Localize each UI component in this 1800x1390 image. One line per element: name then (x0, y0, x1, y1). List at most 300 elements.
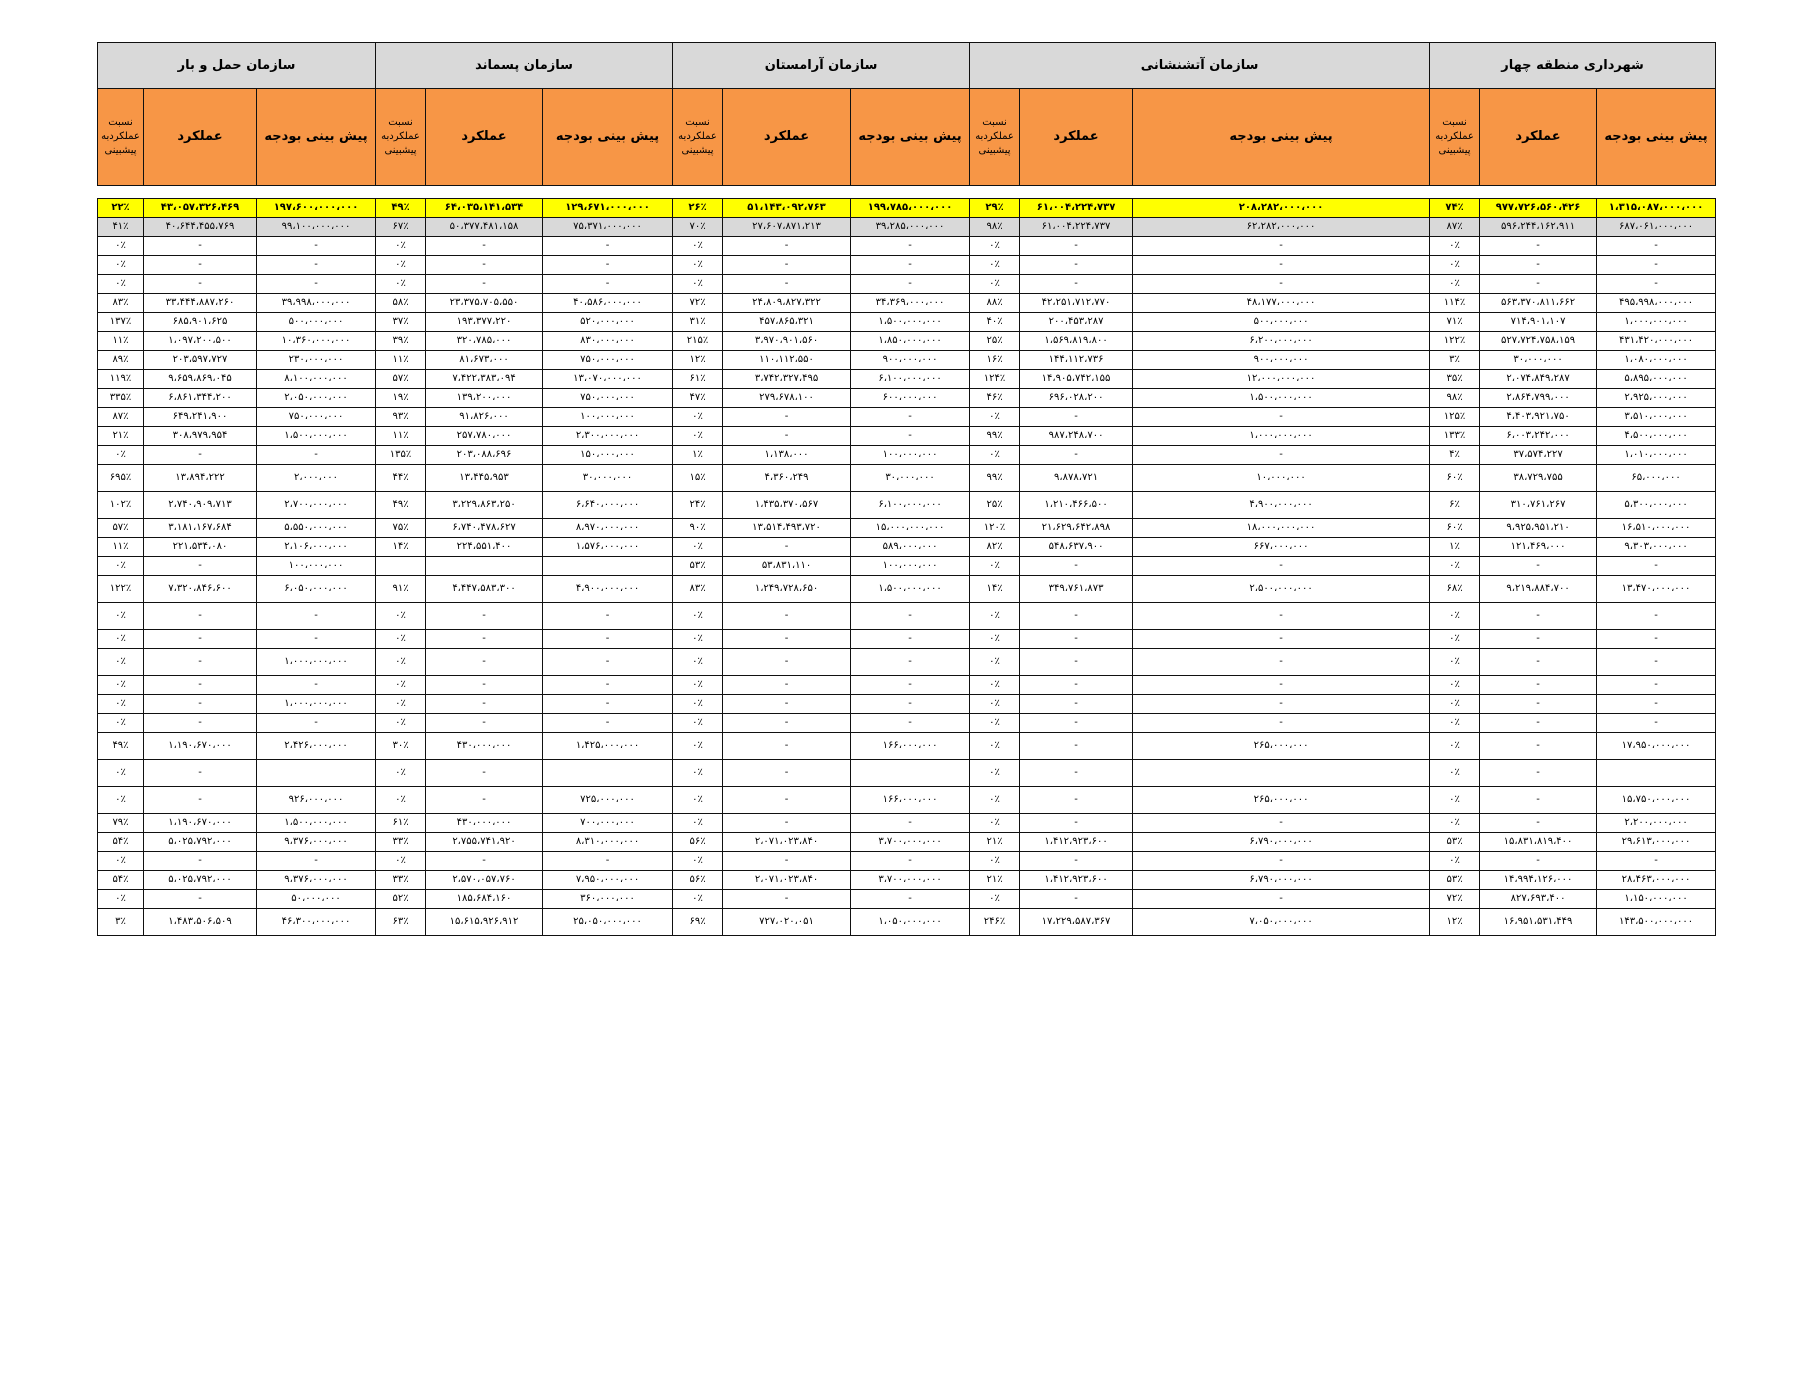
budget-cell: ۶،۱۰۰،۰۰۰،۰۰۰ (851, 370, 970, 389)
performance-cell: ۱۷،۲۲۹،۵۸۷،۳۶۷ (1020, 909, 1133, 936)
performance-cell: - (144, 630, 257, 649)
performance-cell: - (1020, 814, 1133, 833)
ratio-cell: ۰٪ (1430, 695, 1480, 714)
performance-cell: ۱۵،۶۱۵،۹۲۶،۹۱۲ (426, 909, 543, 936)
performance-cell: - (1020, 733, 1133, 760)
ratio-cell: ۰٪ (673, 427, 723, 446)
ratio-cell: ۰٪ (970, 733, 1020, 760)
ratio-cell: ۰٪ (376, 695, 426, 714)
ratio-cell: ۰٪ (970, 852, 1020, 871)
budget-cell: - (543, 603, 673, 630)
budget-cell: ۱،۰۰۰،۰۰۰،۰۰۰ (257, 649, 376, 676)
ratio-cell: ۰٪ (98, 714, 144, 733)
budget-cell: - (1133, 649, 1430, 676)
ratio-cell: ۰٪ (1430, 733, 1480, 760)
performance-cell: - (723, 814, 851, 833)
budget-cell: ۲۶۵،۰۰۰،۰۰۰ (1133, 787, 1430, 814)
budget-header: پیش بینی بودجه (543, 89, 673, 186)
ratio-cell: ۵۸٪ (376, 294, 426, 313)
ratio-cell: ۲۴۶٪ (970, 909, 1020, 936)
budget-cell: - (1597, 695, 1716, 714)
budget-cell: ۹،۳۷۶،۰۰۰،۰۰۰ (257, 833, 376, 852)
budget-cell: ۱،۳۱۵،۰۸۷،۰۰۰،۰۰۰ (1597, 199, 1716, 218)
performance-cell: ۱،۱۹۰،۶۷۰،۰۰۰ (144, 814, 257, 833)
performance-cell: ۳،۲۲۹،۸۶۳،۲۵۰ (426, 492, 543, 519)
ratio-cell: ۰٪ (970, 446, 1020, 465)
ratio-cell: ۰٪ (98, 649, 144, 676)
table-row (98, 649, 1716, 676)
table-row (98, 714, 1716, 733)
ratio-cell: ۳٪ (1430, 351, 1480, 370)
ratio-cell: ۰٪ (98, 760, 144, 787)
performance-cell (426, 557, 543, 576)
budget-cell: - (1597, 714, 1716, 733)
ratio-cell: ۹۸٪ (1430, 389, 1480, 408)
performance-cell: ۹،۹۲۵،۹۵۱،۲۱۰ (1480, 519, 1597, 538)
performance-cell: ۱،۴۳۵،۳۷۰،۵۶۷ (723, 492, 851, 519)
ratio-cell: ۰٪ (970, 408, 1020, 427)
ratio-cell: ۰٪ (98, 676, 144, 695)
performance-cell: ۴،۴۰۳،۹۲۱،۷۵۰ (1480, 408, 1597, 427)
budget-cell: ۳۰،۰۰۰،۰۰۰ (543, 465, 673, 492)
budget-cell: ۱،۰۰۰،۰۰۰،۰۰۰ (1597, 313, 1716, 332)
performance-cell: ۷،۴۲۲،۳۸۳،۰۹۴ (426, 370, 543, 389)
performance-cell: ۴۵۷،۸۶۵،۳۲۱ (723, 313, 851, 332)
performance-cell: - (723, 427, 851, 446)
ratio-cell: ۰٪ (673, 890, 723, 909)
table-row (98, 408, 1716, 427)
budget-cell: - (851, 256, 970, 275)
budget-cell: ۱،۵۰۰،۰۰۰،۰۰۰ (851, 313, 970, 332)
ratio-cell: ۰٪ (1430, 649, 1480, 676)
performance-cell: ۱۳۹،۲۰۰،۰۰۰ (426, 389, 543, 408)
performance-header: عملکرد (1020, 89, 1133, 186)
ratio-cell: ۰٪ (970, 714, 1020, 733)
ratio-cell: ۱۰۲٪ (98, 492, 144, 519)
budget-cell: ۸،۹۷۰،۰۰۰،۰۰۰ (543, 519, 673, 538)
table-row (98, 351, 1716, 370)
performance-cell: - (1020, 695, 1133, 714)
budget-cell: ۶۰۰،۰۰۰،۰۰۰ (851, 389, 970, 408)
budget-cell: ۲،۰۵۰،۰۰۰،۰۰۰ (257, 389, 376, 408)
ratio-cell: ۱۱٪ (98, 332, 144, 351)
performance-cell: ۷،۳۲۰،۸۴۶،۶۰۰ (144, 576, 257, 603)
performance-cell: ۲۰۳،۵۹۷،۷۲۷ (144, 351, 257, 370)
performance-cell: ۸۱،۶۷۳،۰۰۰ (426, 351, 543, 370)
budget-cell: ۳۹،۲۸۵،۰۰۰،۰۰۰ (851, 218, 970, 237)
budget-cell: ۱،۰۰۰،۰۰۰،۰۰۰ (1133, 427, 1430, 446)
budget-cell: ۳۰،۰۰۰،۰۰۰ (851, 465, 970, 492)
ratio-cell: ۱۱۹٪ (98, 370, 144, 389)
ratio-cell: ۲۲٪ (98, 199, 144, 218)
performance-cell: - (144, 446, 257, 465)
ratio-cell: ۰٪ (673, 733, 723, 760)
performance-cell: ۳۸،۷۲۹،۷۵۵ (1480, 465, 1597, 492)
ratio-cell: ۵۷٪ (376, 370, 426, 389)
performance-cell: - (723, 237, 851, 256)
budget-cell: ۱۵،۷۵۰،۰۰۰،۰۰۰ (1597, 787, 1716, 814)
performance-cell: ۶،۷۴۰،۴۷۸،۶۲۷ (426, 519, 543, 538)
performance-cell: - (1020, 676, 1133, 695)
performance-cell: ۳۳،۴۴۴،۸۸۷،۲۶۰ (144, 294, 257, 313)
ratio-cell: ۷۲٪ (1430, 890, 1480, 909)
budget-header: پیش بینی بودجه (1133, 89, 1430, 186)
ratio-cell: ۰٪ (376, 275, 426, 294)
performance-cell: - (723, 676, 851, 695)
performance-cell: ۶۱،۰۰۴،۲۲۴،۷۳۷ (1020, 199, 1133, 218)
table-row (98, 603, 1716, 630)
performance-cell: - (144, 649, 257, 676)
budget-cell: ۷۵۰،۰۰۰،۰۰۰ (257, 408, 376, 427)
budget-cell: ۲۰۸،۲۸۲،۰۰۰،۰۰۰ (1133, 199, 1430, 218)
performance-cell: ۶۹۶،۰۲۸،۲۰۰ (1020, 389, 1133, 408)
performance-cell: - (1480, 630, 1597, 649)
budget-cell: ۶،۷۹۰،۰۰۰،۰۰۰ (1133, 871, 1430, 890)
ratio-cell: ۶۰٪ (1430, 519, 1480, 538)
performance-cell: ۲۴،۸۰۹،۸۲۷،۳۲۲ (723, 294, 851, 313)
budget-cell: ۱،۵۷۶،۰۰۰،۰۰۰ (543, 538, 673, 557)
ratio-cell: ۷۴٪ (1430, 199, 1480, 218)
table-row (98, 852, 1716, 871)
table-row (98, 465, 1716, 492)
performance-cell: ۷۲۷،۰۲۰،۰۵۱ (723, 909, 851, 936)
ratio-cell: ۰٪ (1430, 760, 1480, 787)
budget-cell (1133, 760, 1430, 787)
table-row (98, 256, 1716, 275)
performance-cell: ۴۰،۶۴۴،۴۵۵،۷۶۹ (144, 218, 257, 237)
performance-cell: - (144, 787, 257, 814)
performance-cell: - (426, 852, 543, 871)
ratio-cell: ۱۲۲٪ (98, 576, 144, 603)
ratio-cell: ۹۹٪ (970, 427, 1020, 446)
budget-cell: - (1597, 852, 1716, 871)
budget-cell: ۱،۰۱۰،۰۰۰،۰۰۰ (1597, 446, 1716, 465)
performance-cell: ۱۹۳،۳۷۷،۲۲۰ (426, 313, 543, 332)
table-row (98, 332, 1716, 351)
ratio-cell: ۵۲٪ (376, 890, 426, 909)
ratio-cell: ۰٪ (98, 852, 144, 871)
ratio-cell: ۴۷٪ (673, 389, 723, 408)
performance-cell: - (1020, 237, 1133, 256)
ratio-cell: ۱۲۰٪ (970, 519, 1020, 538)
ratio-cell: ۴۱٪ (98, 218, 144, 237)
ratio-cell: ۴۶٪ (970, 389, 1020, 408)
performance-cell: ۶۴۹،۲۴۱،۹۰۰ (144, 408, 257, 427)
budget-cell: - (257, 676, 376, 695)
budget-cell: ۱،۰۰۰،۰۰۰،۰۰۰ (257, 695, 376, 714)
ratio-cell: ۱۶٪ (970, 351, 1020, 370)
budget-cell: - (257, 603, 376, 630)
performance-cell: ۱۳،۸۹۴،۲۲۲ (144, 465, 257, 492)
ratio-cell: ۳۵٪ (1430, 370, 1480, 389)
table-row (98, 519, 1716, 538)
budget-cell: ۶،۶۴۰،۰۰۰،۰۰۰ (543, 492, 673, 519)
performance-cell: - (1480, 852, 1597, 871)
performance-cell: - (1480, 557, 1597, 576)
budget-cell: ۴۶،۳۰۰،۰۰۰،۰۰۰ (257, 909, 376, 936)
budget-cell: - (1597, 630, 1716, 649)
budget-cell: - (543, 714, 673, 733)
performance-cell: ۱۸۵،۶۸۴،۱۶۰ (426, 890, 543, 909)
budget-cell: ۶۲،۲۸۲،۰۰۰،۰۰۰ (1133, 218, 1430, 237)
ratio-cell: ۸۸٪ (970, 294, 1020, 313)
budget-cell: ۱۹۷،۶۰۰،۰۰۰،۰۰۰ (257, 199, 376, 218)
performance-cell: ۸۲۷،۶۹۳،۴۰۰ (1480, 890, 1597, 909)
ratio-cell: ۲۱٪ (970, 833, 1020, 852)
budget-cell: ۱،۸۵۰،۰۰۰،۰۰۰ (851, 332, 970, 351)
performance-header: عملکرد (1480, 89, 1597, 186)
performance-cell: ۹،۸۷۸،۷۲۱ (1020, 465, 1133, 492)
budget-cell: ۱۵۰،۰۰۰،۰۰۰ (543, 446, 673, 465)
performance-cell: - (723, 603, 851, 630)
table-row (98, 275, 1716, 294)
ratio-cell: ۱٪ (1430, 538, 1480, 557)
performance-cell: ۱،۱۹۰،۶۷۰،۰۰۰ (144, 733, 257, 760)
ratio-cell: ۹۰٪ (673, 519, 723, 538)
ratio-cell: ۳۷٪ (376, 313, 426, 332)
budget-header: پیش بینی بودجه (257, 89, 376, 186)
budget-cell: ۲۸،۴۶۳،۰۰۰،۰۰۰ (1597, 871, 1716, 890)
performance-cell: - (426, 760, 543, 787)
ratio-cell: ۰٪ (376, 852, 426, 871)
ratio-cell: ۰٪ (673, 538, 723, 557)
ratio-cell: ۸۲٪ (970, 538, 1020, 557)
performance-cell: ۳،۱۸۱،۱۶۷،۶۸۴ (144, 519, 257, 538)
table-row (98, 199, 1716, 218)
ratio-cell: ۰٪ (1430, 787, 1480, 814)
budget-cell: ۷۲۵،۰۰۰،۰۰۰ (543, 787, 673, 814)
performance-cell: - (1020, 256, 1133, 275)
ratio-cell: ۱۱۴٪ (1430, 294, 1480, 313)
table-row (98, 695, 1716, 714)
ratio-cell: ۱٪ (673, 446, 723, 465)
ratio-cell: ۳٪ (98, 909, 144, 936)
ratio-cell: ۰٪ (970, 557, 1020, 576)
budget-cell: ۹۰۰،۰۰۰،۰۰۰ (1133, 351, 1430, 370)
ratio-cell: ۰٪ (98, 630, 144, 649)
ratio-cell: ۲۱٪ (98, 427, 144, 446)
performance-cell: - (426, 649, 543, 676)
ratio-cell: ۹۸٪ (970, 218, 1020, 237)
ratio-cell: ۰٪ (673, 787, 723, 814)
budget-cell: ۱۰۰،۰۰۰،۰۰۰ (851, 557, 970, 576)
budget-cell: - (1133, 275, 1430, 294)
ratio-header: نسبت عملکردبه پیشبینی (98, 89, 144, 186)
budget-cell: ۲۵،۰۵۰،۰۰۰،۰۰۰ (543, 909, 673, 936)
budget-cell: ۱،۴۲۵،۰۰۰،۰۰۰ (543, 733, 673, 760)
performance-cell: ۵۴۸،۶۳۷،۹۰۰ (1020, 538, 1133, 557)
budget-cell: ۵۰۰،۰۰۰،۰۰۰ (1133, 313, 1430, 332)
performance-cell: - (1020, 408, 1133, 427)
ratio-cell: ۰٪ (98, 603, 144, 630)
budget-cell: - (1133, 852, 1430, 871)
ratio-cell: ۰٪ (1430, 630, 1480, 649)
performance-cell: ۱۳،۴۴۵،۹۵۳ (426, 465, 543, 492)
performance-cell: ۴،۴۴۷،۵۸۳،۳۰۰ (426, 576, 543, 603)
budget-cell: - (851, 649, 970, 676)
performance-cell: - (144, 603, 257, 630)
budget-cell: ۲،۲۰۰،۰۰۰،۰۰۰ (1597, 814, 1716, 833)
org-title-atashneshani: سازمان آتشنشانی (970, 43, 1430, 89)
performance-cell: - (723, 890, 851, 909)
ratio-cell: ۱۳۵٪ (376, 446, 426, 465)
table-row (98, 833, 1716, 852)
org-title-aramestan: سازمان آرامستان (673, 43, 970, 89)
budget-cell: ۳۶۰،۰۰۰،۰۰۰ (543, 890, 673, 909)
performance-cell: - (723, 695, 851, 714)
budget-cell: ۳۴،۳۶۹،۰۰۰،۰۰۰ (851, 294, 970, 313)
performance-cell: - (144, 557, 257, 576)
performance-cell: ۴۳،۰۵۷،۳۲۶،۴۶۹ (144, 199, 257, 218)
ratio-cell: ۲۶٪ (673, 199, 723, 218)
budget-cell: ۲،۷۰۰،۰۰۰،۰۰۰ (257, 492, 376, 519)
ratio-cell: ۵۴٪ (98, 871, 144, 890)
budget-cell: ۱۰۰،۰۰۰،۰۰۰ (257, 557, 376, 576)
org-title-shahrdari-mantaghe-4: شهرداری منطقه چهار (1430, 43, 1716, 89)
ratio-cell: ۶۸٪ (1430, 576, 1480, 603)
ratio-cell: ۴٪ (1430, 446, 1480, 465)
performance-header: عملکرد (426, 89, 543, 186)
performance-cell: - (1480, 695, 1597, 714)
ratio-cell: ۰٪ (376, 676, 426, 695)
budget-cell: - (543, 256, 673, 275)
ratio-cell: ۰٪ (970, 676, 1020, 695)
performance-cell: - (426, 695, 543, 714)
performance-cell: - (723, 733, 851, 760)
ratio-cell: ۶٪ (1430, 492, 1480, 519)
budget-cell: - (851, 427, 970, 446)
performance-cell: ۲۲۱،۵۳۴،۰۸۰ (144, 538, 257, 557)
budget-cell: - (257, 714, 376, 733)
budget-cell: - (1133, 890, 1430, 909)
budget-cell: - (1597, 557, 1716, 576)
budget-cell: ۴۰،۵۸۶،۰۰۰،۰۰۰ (543, 294, 673, 313)
ratio-cell: ۳۳٪ (376, 833, 426, 852)
performance-cell: - (144, 890, 257, 909)
ratio-cell: ۶۹٪ (673, 909, 723, 936)
budget-table (97, 42, 1715, 936)
table-row (98, 370, 1716, 389)
budget-cell: ۸،۱۰۰،۰۰۰،۰۰۰ (257, 370, 376, 389)
ratio-cell: ۱۲۴٪ (970, 370, 1020, 389)
budget-grid (97, 42, 1716, 936)
budget-cell: - (851, 814, 970, 833)
performance-cell: - (1020, 714, 1133, 733)
performance-cell: ۶۸۵،۹۰۱،۶۲۵ (144, 313, 257, 332)
ratio-cell: ۰٪ (1430, 557, 1480, 576)
budget-cell: - (851, 676, 970, 695)
table-row (98, 760, 1716, 787)
ratio-cell: ۸۳٪ (673, 576, 723, 603)
ratio-cell: ۳۰٪ (376, 733, 426, 760)
ratio-cell: ۹۹٪ (970, 465, 1020, 492)
budget-cell: ۷،۰۵۰،۰۰۰،۰۰۰ (1133, 909, 1430, 936)
budget-cell: ۲،۴۲۶،۰۰۰،۰۰۰ (257, 733, 376, 760)
ratio-cell: ۰٪ (673, 695, 723, 714)
ratio-cell: ۰٪ (673, 649, 723, 676)
performance-cell: ۴،۳۶۰،۲۴۹ (723, 465, 851, 492)
performance-cell: ۶،۸۶۱،۳۴۴،۲۰۰ (144, 389, 257, 408)
budget-cell: ۱۰،۰۰۰،۰۰۰ (1133, 465, 1430, 492)
performance-cell: ۲،۰۷۱،۰۲۳،۸۴۰ (723, 833, 851, 852)
ratio-cell: ۵۳٪ (1430, 871, 1480, 890)
performance-cell: ۲،۵۷۰،۰۵۷،۷۶۰ (426, 871, 543, 890)
performance-cell: ۳۴۹،۷۶۱،۸۷۳ (1020, 576, 1133, 603)
ratio-cell: ۰٪ (376, 649, 426, 676)
ratio-cell: ۴۹٪ (98, 733, 144, 760)
budget-cell: ۲،۳۰۰،۰۰۰،۰۰۰ (543, 427, 673, 446)
performance-cell: ۲۵۷،۷۸۰،۰۰۰ (426, 427, 543, 446)
performance-cell: - (1020, 557, 1133, 576)
budget-cell (543, 557, 673, 576)
performance-cell: - (426, 676, 543, 695)
performance-cell: ۱،۲۱۰،۴۶۶،۵۰۰ (1020, 492, 1133, 519)
performance-cell: - (1020, 630, 1133, 649)
ratio-cell: ۶۷٪ (376, 218, 426, 237)
ratio-cell: ۰٪ (1430, 256, 1480, 275)
ratio-cell: ۵۶٪ (673, 833, 723, 852)
ratio-cell: ۰٪ (673, 814, 723, 833)
performance-cell: - (723, 760, 851, 787)
budget-cell: ۴۳۱،۴۲۰،۰۰۰،۰۰۰ (1597, 332, 1716, 351)
budget-cell: ۶۵،۰۰۰،۰۰۰ (1597, 465, 1716, 492)
budget-cell: ۹۹،۱۰۰،۰۰۰،۰۰۰ (257, 218, 376, 237)
budget-cell: ۲،۹۲۵،۰۰۰،۰۰۰ (1597, 389, 1716, 408)
ratio-cell: ۰٪ (98, 557, 144, 576)
ratio-cell: ۰٪ (970, 603, 1020, 630)
budget-cell: - (851, 603, 970, 630)
performance-cell: ۱۱۰،۱۱۲،۵۵۰ (723, 351, 851, 370)
budget-cell: - (1133, 695, 1430, 714)
performance-cell: - (144, 275, 257, 294)
table-row (98, 427, 1716, 446)
budget-cell: ۹۰۰،۰۰۰،۰۰۰ (851, 351, 970, 370)
ratio-cell: ۱۲۲٪ (1430, 332, 1480, 351)
ratio-cell: ۶۱٪ (673, 370, 723, 389)
performance-cell: ۱،۴۸۳،۵۰۶،۵۰۹ (144, 909, 257, 936)
budget-cell: ۱۳،۴۷۰،۰۰۰،۰۰۰ (1597, 576, 1716, 603)
budget-cell: ۳،۵۱۰،۰۰۰،۰۰۰ (1597, 408, 1716, 427)
ratio-cell: ۰٪ (98, 890, 144, 909)
budget-cell: ۱۰۰،۰۰۰،۰۰۰ (851, 446, 970, 465)
budget-cell: ۹،۳۷۶،۰۰۰،۰۰۰ (257, 871, 376, 890)
performance-cell: - (426, 256, 543, 275)
performance-cell: - (1480, 676, 1597, 695)
ratio-cell: ۸۷٪ (1430, 218, 1480, 237)
performance-cell: ۹۷۷،۷۲۶،۵۶۰،۴۲۶ (1480, 199, 1597, 218)
performance-cell: - (1020, 275, 1133, 294)
ratio-cell: ۰٪ (1430, 275, 1480, 294)
performance-cell: ۱۲۱،۴۶۹،۰۰۰ (1480, 538, 1597, 557)
performance-cell: - (144, 852, 257, 871)
table-row (98, 630, 1716, 649)
budget-cell: ۶،۲۰۰،۰۰۰،۰۰۰ (1133, 332, 1430, 351)
table-row (98, 218, 1716, 237)
performance-cell: ۱۴،۹۹۴،۱۲۶،۰۰۰ (1480, 871, 1597, 890)
performance-header: عملکرد (144, 89, 257, 186)
budget-header: پیش بینی بودجه (1597, 89, 1716, 186)
budget-cell: ۱۲۹،۶۷۱،۰۰۰،۰۰۰ (543, 199, 673, 218)
performance-cell: - (1020, 649, 1133, 676)
performance-cell: - (723, 714, 851, 733)
performance-cell: ۲۷۹،۶۷۸،۱۰۰ (723, 389, 851, 408)
column-header-row (98, 89, 1716, 186)
ratio-cell: ۰٪ (98, 256, 144, 275)
ratio-cell: ۱۲٪ (1430, 909, 1480, 936)
performance-cell: - (1480, 603, 1597, 630)
performance-cell: ۲۳،۳۷۵،۷۰۵،۵۵۰ (426, 294, 543, 313)
performance-cell: - (144, 695, 257, 714)
